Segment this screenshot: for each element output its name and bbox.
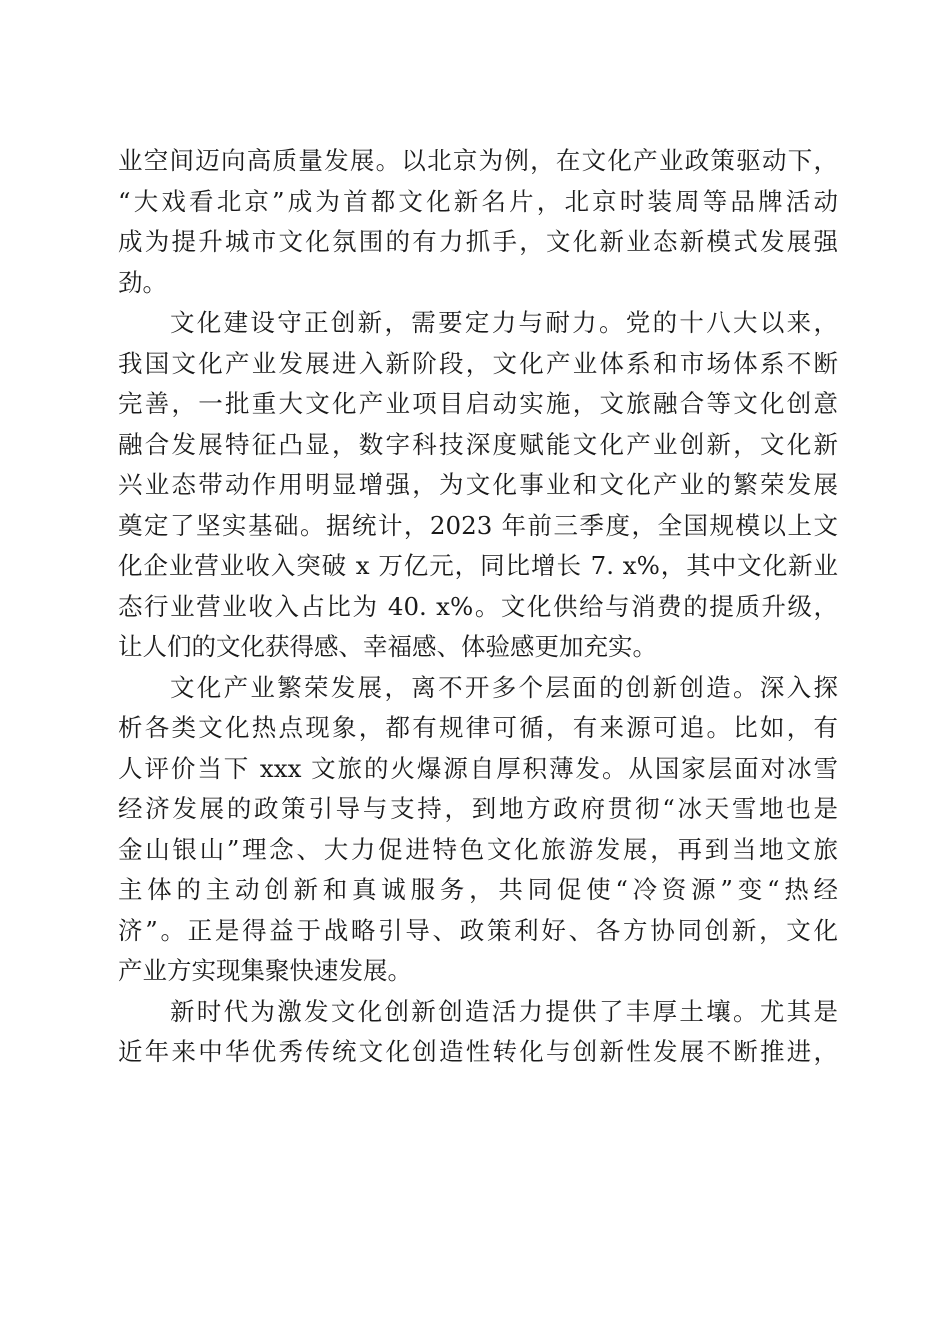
text-line: 主体的主动创新和真诚服务，共同促使“冷资源”变“热经	[118, 875, 838, 904]
text-line: 产业方实现集聚快速发展。	[118, 956, 412, 985]
text-line: 兴业态带动作用明显增强，为文化事业和文化产业的繁荣发展	[118, 470, 838, 499]
text-line: 成为提升城市文化氛围的有力抓手，文化新业态新模式发展强	[118, 227, 838, 256]
text-line: 金山银山”理念、大力促进特色文化旅游发展，再到当地文旅	[118, 834, 838, 864]
text-line: 析各类文化热点现象，都有规律可循，有来源可追。比如，有	[118, 713, 838, 742]
text-line: “大戏看北京”成为首都文化新名片，北京时装周等品牌活动	[118, 186, 838, 216]
text-line: 新时代为激发文化创新创造活力提供了丰厚土壤。尤其是	[170, 996, 838, 1026]
text-line: 劲。	[118, 267, 167, 297]
text-line: 济”。正是得益于战略引导、政策利好、各方协同创新，文化	[118, 915, 838, 945]
text-line: 化企业营业收入突破 x 万亿元，同比增长 7. x%，其中文化新业	[118, 551, 838, 580]
text-line: 奠定了坚实基础。据统计，2023 年前三季度，全国规模以上文	[118, 510, 838, 540]
text-line: 让人们的文化获得感、幸福感、体验感更加充实。	[118, 632, 657, 661]
text-line: 融合发展特征凸显，数字科技深度赋能文化产业创新，文化新	[118, 429, 838, 459]
text-line: 我国文化产业发展进入新阶段，文化产业体系和市场体系不断	[118, 348, 838, 378]
text-line: 业空间迈向高质量发展。以北京为例，在文化产业政策驱动下，	[118, 146, 838, 175]
text-line: 态行业营业收入占比为 40. x%。文化供给与消费的提质升级，	[118, 591, 838, 621]
text-line: 近年来中华优秀传统文化创造性转化与创新性发展不断推进，	[118, 1037, 838, 1066]
body-text	[118, 141, 838, 1073]
text-line: 文化产业繁荣发展，离不开多个层面的创新创造。深入探	[170, 672, 838, 702]
text-line: 经济发展的政策引导与支持，到地方政府贯彻“冰天雪地也是	[118, 794, 838, 823]
text-line: 人评价当下 xxx 文旅的火爆源自厚积薄发。从国家层面对冰雪	[118, 753, 838, 783]
text-line: 完善，一批重大文化产业项目启动实施，文旅融合等文化创意	[118, 389, 838, 418]
text-line: 文化建设守正创新，需要定力与耐力。党的十八大以来，	[170, 308, 838, 337]
